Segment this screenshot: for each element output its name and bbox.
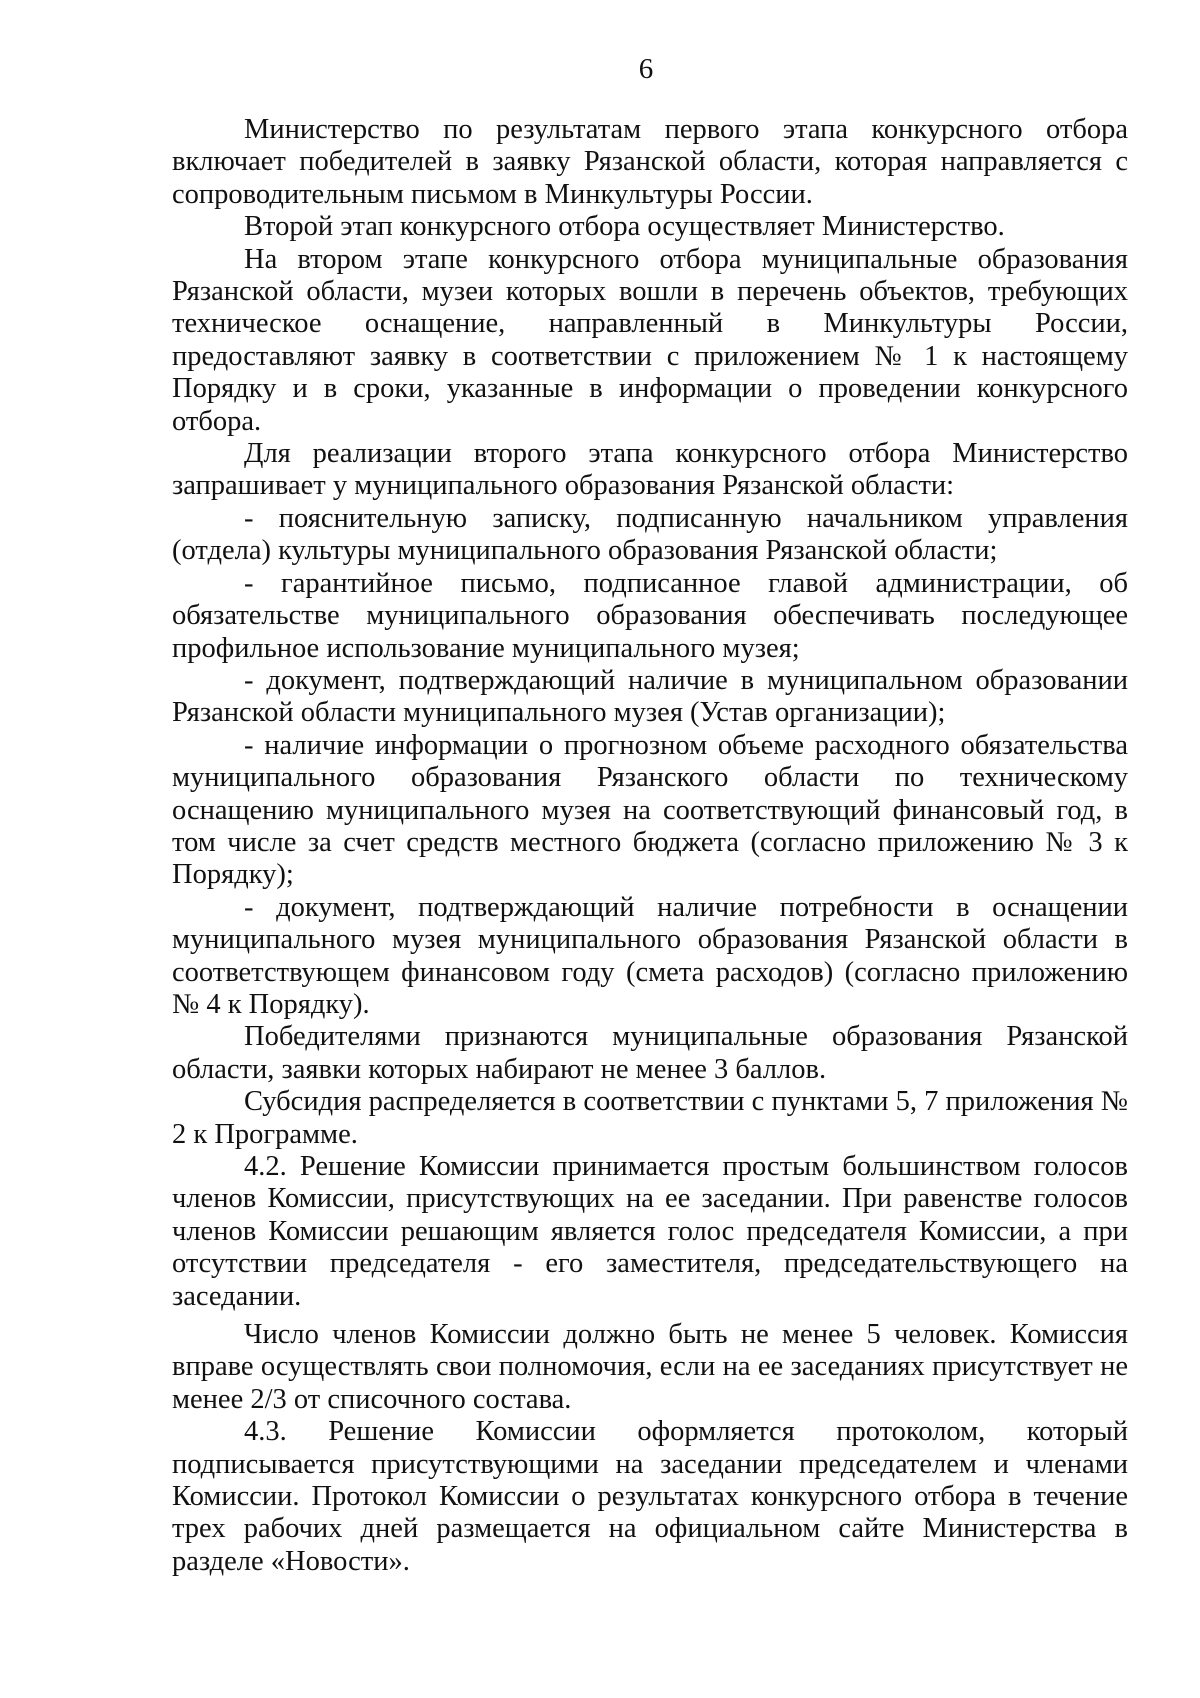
page-number: 6 <box>638 53 654 85</box>
list-item-budget-info: - наличие информации о прогнозном объеме расходного обязательства муниципального образования Рязанского области по техническому оснащению муниципального музея на соответствующий финансовый год, в том числе за счет средств местного бюджета (согласно приложению № 3 к Порядку); <box>172 729 1128 891</box>
paragraph-winners: Победителями признаются муниципальные образования Рязанской области, заявки которых набирают не менее 3 баллов. <box>172 1021 1128 1085</box>
paragraph-ministry-winners: Министерство по результатам первого этапа конкурсного отбора включает победителей в заявку Рязанской области, которая направляется с сопроводительным письмом в Минкультуры России. <box>172 114 1128 210</box>
paragraph-requests: Для реализации второго этапа конкурсного отбора Министерство запрашивает у муниципального образования Рязанской области: <box>172 438 1128 502</box>
paragraph-second-stage-application: На втором этапе конкурсного отбора муниципальные образования Рязанской области, музеи которых вошли в перечень объектов, требующих техническое оснащение, направленный в Минкультуры России, предоставляют заявку в соответствии с приложением № 1 к настоящему Порядку и в сроки, указанные в информации о проведении конкурсного отбора. <box>172 243 1128 437</box>
paragraph-quorum: Число членов Комиссии должно быть не менее 5 человек. Комиссия вправе осуществлять свои полномочия, если на ее заседаниях присутствует не менее 2/3 от списочного состава. <box>172 1319 1128 1415</box>
paragraph-second-stage: Второй этап конкурсного отбора осуществляет Министерство. <box>244 211 1005 243</box>
list-item-needs-document: - документ, подтверждающий наличие потребности в оснащении муниципального музея муниципального образования Рязанской области в соответствующем финансовом году (смета расходов) (согласно приложению № 4 к Порядку). <box>172 891 1128 1020</box>
paragraph-4-3: 4.3. Решение Комиссии оформляется протоколом, который подписывается присутствующими на заседании председателем и членами Комиссии. Протокол Комиссии о результатах конкурсного отбора в течение трех рабочих дней размещается на официальном сайте Министерства в разделе «Новости». <box>172 1416 1128 1577</box>
list-item-guarantee-letter: - гарантийное письмо, подписанное главой администрации, об обязательстве муниципального образования обеспечивать последующее профильное использование муниципального музея; <box>172 567 1128 664</box>
list-item-museum-document: - документ, подтверждающий наличие в муниципальном образовании Рязанской области муниципального музея (Устав организации); <box>172 664 1128 729</box>
paragraph-subsidy: Субсидия распределяется в соответствии с пунктами 5, 7 приложения № 2 к Программе. <box>172 1086 1128 1150</box>
list-item-explanatory-note: - пояснительную записку, подписанную начальником управления (отдела) культуры муниципального образования Рязанской области; <box>172 502 1128 567</box>
paragraph-4-2: 4.2. Решение Комиссии принимается простым большинством голосов членов Комиссии, присутствующих на ее заседании. При равенстве голосов членов Комиссии решающим является голос председателя Комиссии, а при отсутствии председателя - его заместителя, председательствующего на заседании. <box>172 1151 1128 1312</box>
document-body <box>172 114 1128 1578</box>
